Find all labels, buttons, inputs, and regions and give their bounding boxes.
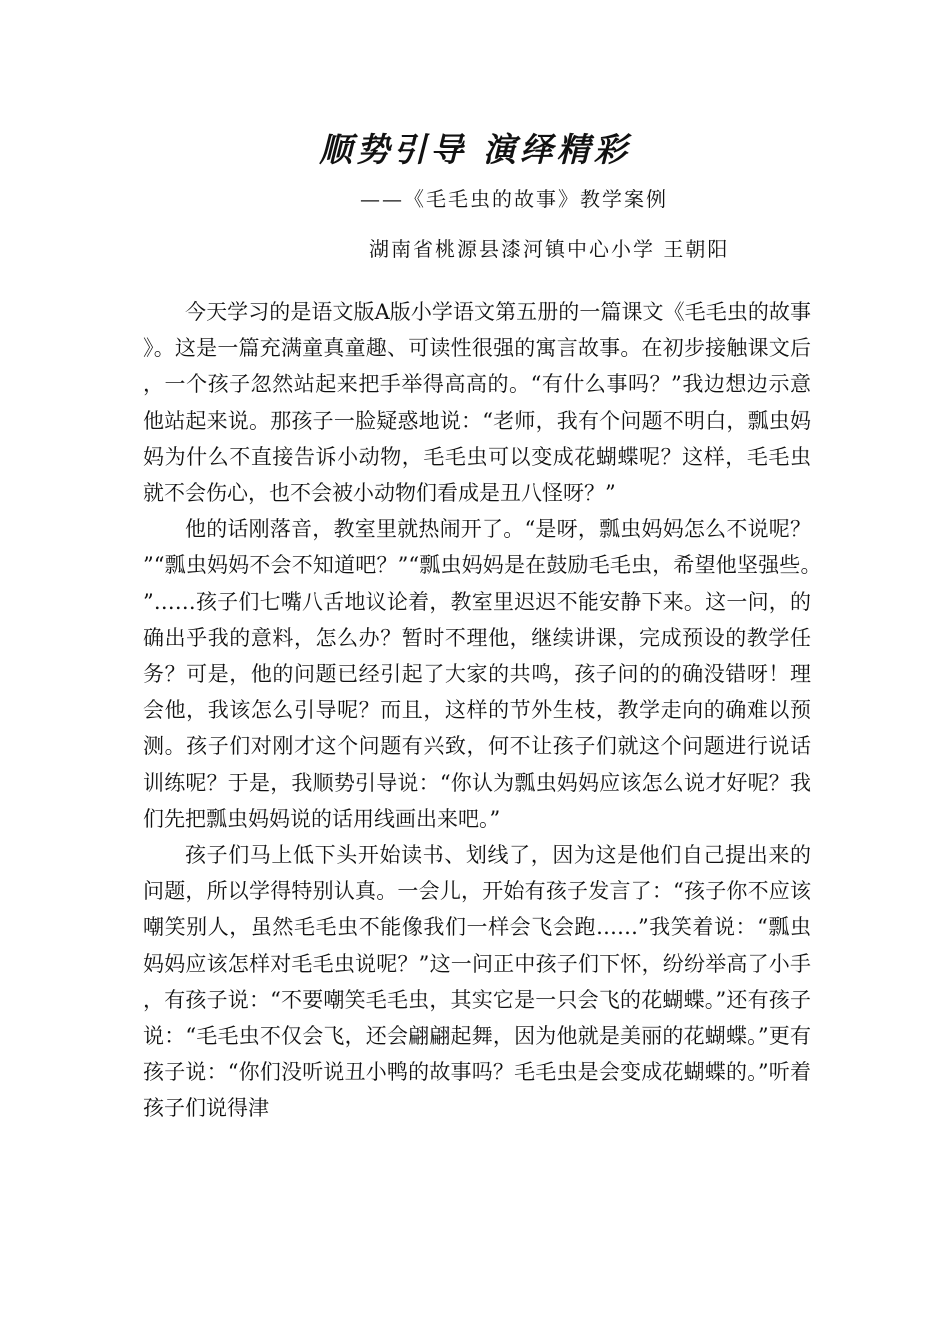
paragraph: 今天学习的是语文版A版小学语文第五册的一篇课文《毛毛虫的故事》。这是一篇充满童真童趣、可读性很强的寓言故事。在初步接触课文后，一个孩子忽然站起来把手举得高高的。“有什么事吗？”我边想边示意他站起来说。那孩子一脸疑惑地说：“老师，我有个问题不明白，瓢虫妈妈为什么不直接告诉小动物，毛毛虫可以变成花蝴蝶呢？这样，毛毛虫就不会伤心，也不会被小动物们看成是丑八怪呀？” bbox=[143, 300, 811, 506]
document-body bbox=[143, 294, 811, 1127]
document-title: 顺势引导 演绎精彩 bbox=[319, 130, 631, 169]
document-subtitle: ——《毛毛虫的故事》教学案例 bbox=[360, 187, 668, 211]
paragraph: 孩子们马上低下头开始读书、划线了，因为这是他们自己提出来的问题，所以学得特别认真。一会儿，开始有孩子发言了：“孩子你不应该嘲笑别人，虽然毛毛虫不能像我们一样会飞会跑……”我笑着说：“瓢虫妈妈应该怎样对毛毛虫说呢？”这一问正中孩子们下怀，纷纷举高了小手，有孩子说：“不要嘲笑毛毛虫，其实它是一只会飞的花蝴蝶。”还有孩子说：“毛毛虫不仅会飞，还会翩翩起舞，因为他就是美丽的花蝴蝶。”更有孩子说：“你们没听说丑小鸭的故事吗？毛毛虫是会变成花蝴蝶的。”听着孩子们说得津 bbox=[143, 843, 811, 1121]
author-line: 湖南省桃源县漆河镇中心小学 王朝阳 bbox=[369, 237, 730, 261]
paragraph: 他的话刚落音，教室里就热闹开了。“是呀，瓢虫妈妈怎么不说呢？”“瓢虫妈妈不会不知道吧？”“瓢虫妈妈是在鼓励毛毛虫，希望他坚强些。”……孩子们七嘴八舌地议论着，教室里迟迟不能安静下来。这一问，的确出乎我的意料，怎么办？暂时不理他，继续讲课，完成预设的教学任务？可是，他的问题已经引起了大家的共鸣，孩子问的的确没错呀！理会他，我该怎么引导呢？而且，这样的节外生枝，教学走向的确难以预测。孩子们对刚才这个问题有兴致，何不让孩子们就这个问题进行说话训练呢？于是，我顺势引导说：“你认为瓢虫妈妈应该怎么说才好呢？我们先把瓢虫妈妈说的话用线画出来吧。” bbox=[143, 517, 811, 831]
